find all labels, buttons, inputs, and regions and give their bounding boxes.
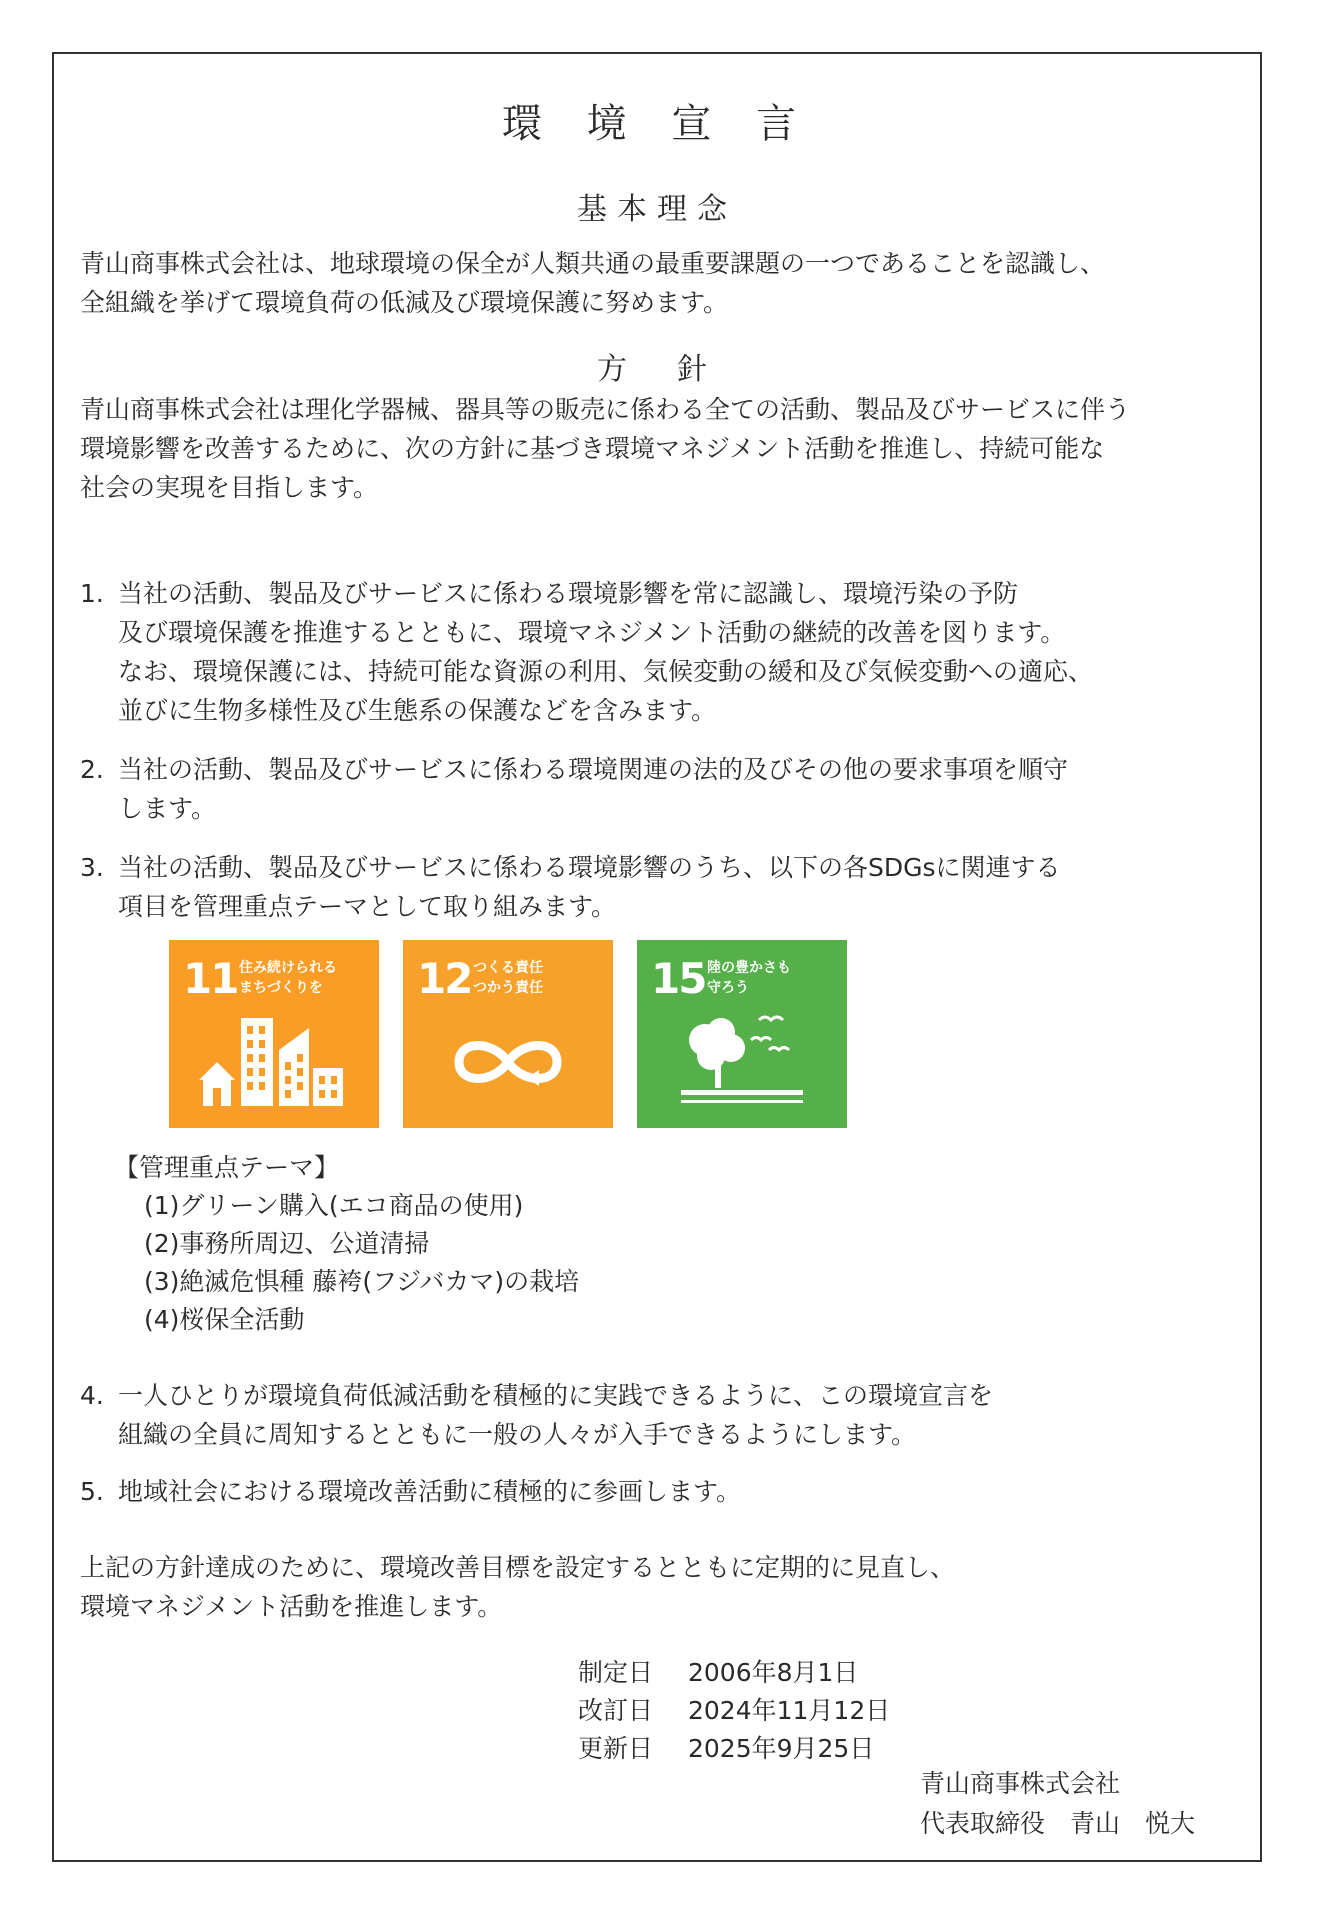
policy-text: [80, 390, 1240, 507]
date-value: 2024年11月12日: [688, 1696, 891, 1725]
item-line: します。: [118, 794, 217, 823]
basic-text: [80, 244, 1240, 322]
sdg-label: つくる責任 つかう責任: [473, 960, 543, 996]
date-label: 改訂日: [578, 1696, 654, 1725]
sdg-number: 12: [417, 954, 472, 1003]
date-label: 制定日: [578, 1658, 654, 1687]
basic-heading: 基本理念: [577, 192, 737, 227]
company-name: 青山商事株式会社: [920, 1769, 1121, 1798]
policy-item-1: [80, 574, 1240, 730]
infinity-icon: [403, 940, 613, 1128]
sdg-label: 陸の豊かさも 守ろう: [707, 960, 791, 996]
theme-item: (3)絶滅危惧種 藤袴(フジバカマ)の栽培: [144, 1267, 580, 1296]
policy-text-line: 社会の実現を目指します。: [80, 473, 379, 502]
item-line: 項目を管理重点テーマとして取り組みます。: [118, 892, 617, 921]
item-number: 2.: [80, 755, 104, 784]
basic-text-line: 青山商事株式会社は、地球環境の保全が人類共通の最重要課題の一つであることを認識し、: [80, 249, 1106, 278]
date-row-established: [578, 1654, 890, 1692]
item-line: 組織の全員に周知するとともに一般の人々が入手できるようにします。: [118, 1420, 917, 1449]
policy-item-5: [80, 1472, 1240, 1511]
sdg-number: 15: [651, 954, 706, 1003]
theme-item: (4)桜保全活動: [144, 1305, 305, 1334]
sdg-12-tile: [403, 940, 613, 1128]
item-line: 及び環境保護を推進するとともに、環境マネジメント活動の継続的改善を図ります。: [118, 618, 1066, 647]
closing-line: 上記の方針達成のために、環境改善目標を設定するとともに定期的に見直し、: [80, 1553, 956, 1582]
item-line: 当社の活動、製品及びサービスに係わる環境影響のうち、以下の各SDGsに関連する: [118, 853, 1061, 882]
item-line: 当社の活動、製品及びサービスに係わる環境影響を常に認識し、環境汚染の予防: [118, 579, 1019, 608]
page-title: 環 境 宣 言: [501, 101, 813, 147]
theme-item: (2)事務所周辺、公道清掃: [144, 1229, 430, 1258]
dates-block: [578, 1654, 890, 1768]
sdg-15-tile: [637, 940, 847, 1128]
date-row-updated: [578, 1730, 890, 1768]
policy-item-2: [80, 750, 1240, 828]
item-number: 1.: [80, 579, 104, 608]
date-label: 更新日: [578, 1734, 654, 1763]
date-value: 2006年8月1日: [688, 1658, 859, 1687]
policy-item-4: [80, 1376, 1240, 1454]
item-line: なお、環境保護には、持続可能な資源の利用、気候変動の緩和及び気候変動への適応、: [118, 657, 1094, 686]
basic-text-line: 全組織を挙げて環境負荷の低減及び環境保護に努めます。: [80, 288, 729, 317]
item-line: 当社の活動、製品及びサービスに係わる環境関連の法的及びその他の要求事項を順守: [118, 755, 1069, 784]
themes-heading: 【管理重点テーマ】: [114, 1153, 340, 1182]
sdg-number: 11: [183, 954, 238, 1003]
item-line: 一人ひとりが環境負荷低減活動を積極的に実践できるように、この環境宣言を: [118, 1381, 994, 1410]
date-value: 2025年9月25日: [688, 1734, 875, 1763]
item-line: 並びに生物多様性及び生態系の保護などを含みます。: [118, 696, 717, 725]
policy-item-3: [80, 848, 1240, 926]
representative-name: 代表取締役 青山 悦大: [920, 1809, 1196, 1838]
closing-line: 環境マネジメント活動を推進します。: [80, 1592, 503, 1621]
closing-text: [80, 1548, 1240, 1626]
signature-block: [920, 1764, 1195, 1844]
document-frame: [52, 52, 1262, 1862]
policy-heading: 方 針: [597, 352, 717, 387]
policy-text-line: 環境影響を改善するために、次の方針に基づき環境マネジメント活動を推進し、持続可能な: [80, 434, 1105, 463]
item-number: 5.: [80, 1477, 104, 1506]
management-themes: [114, 1149, 579, 1339]
item-number: 4.: [80, 1381, 104, 1410]
sdg-11-tile: [169, 940, 379, 1128]
item-line: 地域社会における環境改善活動に積極的に参画します。: [118, 1477, 742, 1506]
item-number: 3.: [80, 853, 104, 882]
document-content: [54, 54, 1260, 1860]
city-icon: [169, 940, 379, 1128]
tree-icon: [637, 940, 847, 1128]
policy-text-line: 青山商事株式会社は理化学器械、器具等の販売に係わる全ての活動、製品及びサービスに伴う: [80, 395, 1131, 424]
date-row-revised: [578, 1692, 890, 1730]
theme-item: (1)グリーン購入(エコ商品の使用): [144, 1191, 524, 1220]
sdg-label: 住み続けられる まちづくりを: [239, 960, 337, 996]
